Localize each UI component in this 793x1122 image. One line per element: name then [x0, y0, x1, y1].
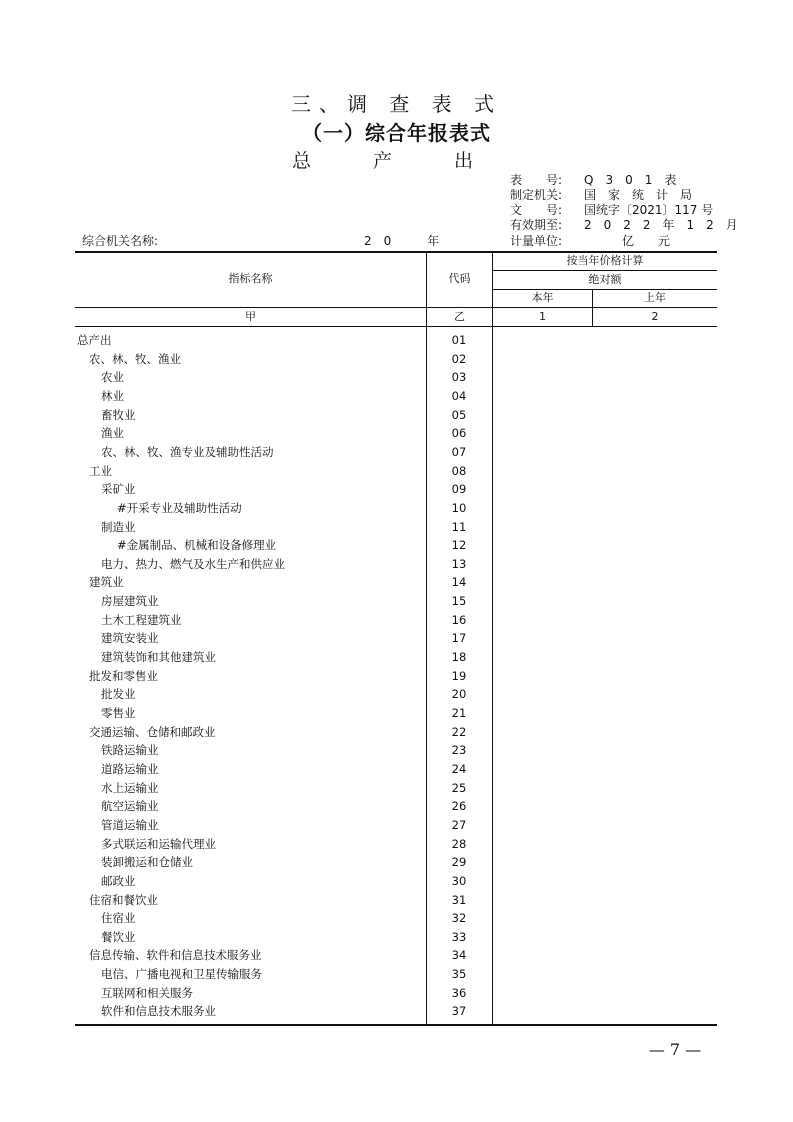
- table-row-name: 农、林、牧、渔专业及辅助性活动: [101, 444, 274, 459]
- table-bottom-border: [75, 1024, 717, 1026]
- valid-until-value: 2 0 2 2 年 1 2 月: [584, 218, 738, 232]
- table-row-code: 34: [451, 948, 467, 963]
- page-title: 三、调 查 表 式: [290, 92, 503, 116]
- table-row-name: 住宿业: [101, 911, 136, 926]
- table-row-code: 26: [451, 799, 467, 814]
- section-title: （一）综合年报表式: [302, 121, 491, 145]
- header-this-year: 本年: [531, 291, 554, 304]
- table-row-code: 29: [451, 855, 467, 870]
- table-row-name: 航空运输业: [101, 799, 159, 814]
- form-no-value: Q 3 0 1 表: [584, 173, 677, 187]
- authority-label: 制定机关:: [510, 188, 563, 202]
- table-row-name: 渔业: [101, 426, 124, 441]
- table-row-code: 01: [451, 333, 467, 347]
- table-row-code: 25: [451, 780, 467, 795]
- table-row-code: 14: [451, 575, 467, 590]
- table-row-name: 农业: [101, 370, 124, 385]
- table-row-code: 02: [451, 351, 467, 366]
- org-name-label: 综合机关名称:: [82, 234, 159, 248]
- table-row-code: 24: [451, 761, 467, 776]
- table-row-name: 互联网和相关服务: [101, 985, 193, 1000]
- header-col-1: 1: [539, 310, 546, 323]
- table-row-name: 交通运输、仓储和邮政业: [89, 724, 216, 739]
- table-row-code: 12: [451, 538, 467, 553]
- header-indicator-name: 指标名称: [228, 272, 273, 285]
- doc-no-label: 文 号:: [510, 203, 563, 217]
- table-row-code: 05: [451, 407, 467, 422]
- table-row-code: 13: [451, 556, 467, 571]
- header-col-yi: 乙: [454, 310, 465, 323]
- table-row-code: 20: [451, 687, 467, 702]
- table-row-name: 房屋建筑业: [101, 594, 159, 609]
- table-row-name: 批发和零售业: [89, 668, 158, 683]
- table-row-name: 采矿业: [101, 482, 136, 497]
- header-absolute-amount: 绝对额: [588, 273, 622, 286]
- header-col-jia: 甲: [245, 310, 256, 323]
- table-row-name: 总产出: [77, 333, 112, 347]
- table-row-code: 17: [451, 631, 467, 646]
- table-row-code: 15: [451, 594, 467, 609]
- table-row-name: 管道运输业: [101, 817, 159, 832]
- table-row-name: 建筑安装业: [101, 631, 159, 646]
- column-divider-values: [492, 252, 493, 1025]
- table-row-code: 37: [451, 1004, 467, 1019]
- table-row-name: #开采专业及辅助性活动: [117, 500, 242, 515]
- table-row-code: 33: [451, 929, 467, 944]
- table-row-code: 07: [451, 444, 467, 459]
- table-row-code: 23: [451, 743, 467, 758]
- form-title: 总 产 出: [291, 150, 502, 172]
- table-row-code: 03: [451, 370, 467, 385]
- table-row-name: 软件和信息技术服务业: [101, 1004, 216, 1019]
- table-row-code: 27: [451, 817, 467, 832]
- table-row-name: 工业: [89, 463, 112, 478]
- table-row-code: 21: [451, 706, 467, 720]
- table-row-name: 餐饮业: [101, 929, 136, 944]
- table-row-name: 住宿和餐饮业: [89, 892, 158, 907]
- header-line-4: [75, 326, 717, 327]
- table-row-name: 建筑业: [89, 575, 124, 590]
- valid-until-label: 有效期至:: [510, 218, 563, 232]
- table-row-name: 电信、广播电视和卫星传输服务: [101, 967, 262, 982]
- table-row-name: 装卸搬运和仓储业: [101, 855, 193, 870]
- table-row-code: 11: [451, 519, 467, 534]
- table-row-name: 信息传输、软件和信息技术服务业: [89, 948, 262, 963]
- table-row-name: 农、林、牧、渔业: [89, 351, 181, 366]
- table-row-name: 土木工程建筑业: [101, 612, 182, 627]
- table-row-code: 19: [451, 668, 467, 683]
- table-row-code: 31: [451, 892, 467, 907]
- table-row-code: 32: [451, 911, 467, 926]
- unit-value: 亿 元: [622, 234, 671, 248]
- table-row-code: 04: [451, 388, 467, 403]
- report-year: 2 0 年: [364, 234, 440, 248]
- table-row-name: 多式联运和运输代理业: [101, 836, 216, 851]
- table-row-name: 建筑装饰和其他建筑业: [101, 650, 216, 665]
- table-row-code: 08: [451, 463, 467, 478]
- header-last-year: 上年: [644, 291, 666, 304]
- table-row-name: 邮政业: [101, 873, 136, 888]
- header-price-basis: 按当年价格计算: [566, 254, 644, 267]
- form-no-label: 表 号:: [510, 173, 563, 187]
- table-row-name: 道路运输业: [101, 761, 159, 776]
- table-row-code: 18: [451, 650, 467, 665]
- table-row-code: 35: [451, 967, 467, 982]
- table-row-code: 28: [451, 836, 467, 851]
- unit-label: 计量单位:: [510, 234, 563, 248]
- table-row-name: 水上运输业: [101, 780, 159, 795]
- table-row-name: 零售业: [101, 706, 136, 720]
- table-row-code: 30: [451, 873, 467, 888]
- table-row-name: 铁路运输业: [101, 743, 159, 758]
- page-number: — 7 —: [648, 1040, 702, 1059]
- authority-value: 国 家 统 计 局: [584, 188, 693, 202]
- table-row-code: 09: [451, 482, 467, 497]
- header-code: 代码: [448, 272, 471, 285]
- table-row-name: 制造业: [101, 519, 136, 534]
- table-row-code: 22: [451, 724, 467, 739]
- table-row-code: 06: [451, 426, 467, 441]
- table-row-name: 批发业: [101, 687, 136, 702]
- table-row-code: 16: [451, 612, 467, 627]
- table-row-name: 林业: [101, 388, 124, 403]
- table-row-code: 36: [451, 985, 467, 1000]
- table-row-name: 畜牧业: [101, 407, 136, 422]
- table-row-code: 10: [451, 500, 467, 515]
- header-col-2: 2: [651, 310, 659, 323]
- doc-no-value: 国统字〔2021〕117 号: [584, 203, 714, 217]
- table-row-name: #金属制品、机械和设备修理业: [117, 538, 277, 553]
- table-row-name: 电力、热力、燃气及水生产和供应业: [101, 556, 285, 571]
